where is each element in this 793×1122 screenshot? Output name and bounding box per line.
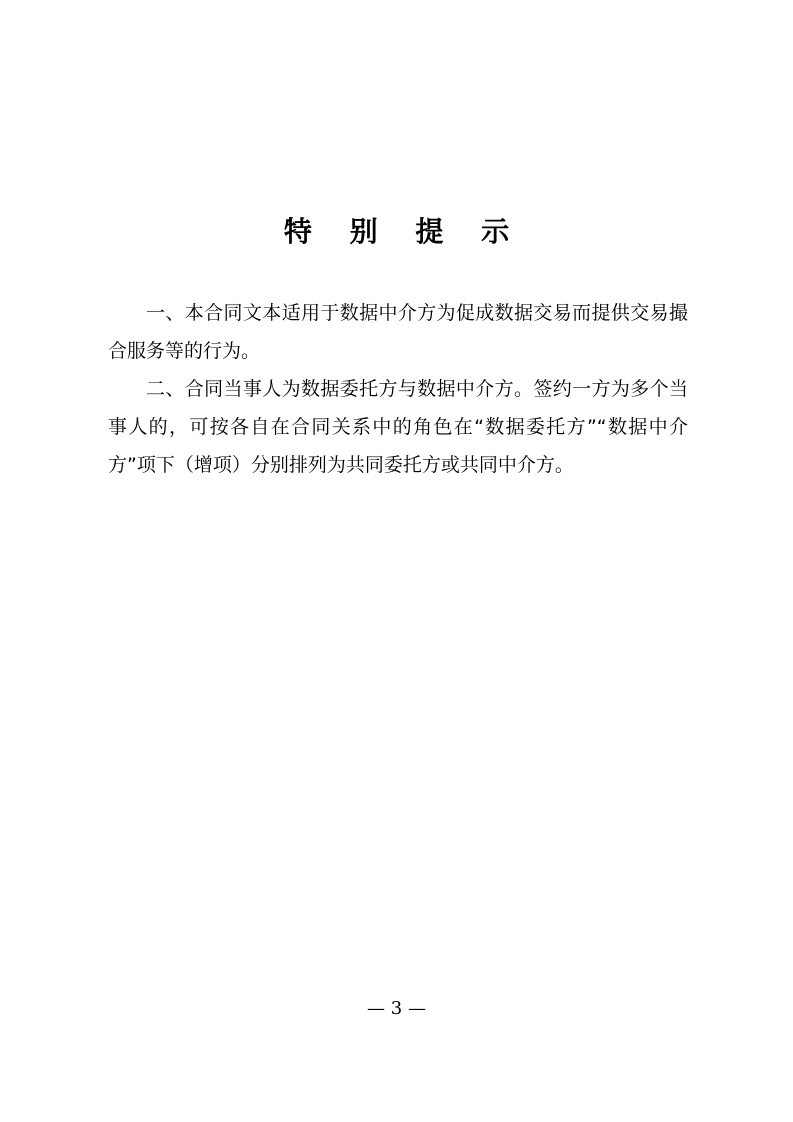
page-number: — 3 — [367,998,426,1019]
page-title: 特 别 提 示 [283,215,524,248]
paragraph-parties: 二、合同当事人为数据委托方与数据中介方。签约一方为多个当事人的，可按各自在合同关系中的角色在“数据委托方”“数据中介方”项下（增项）分别排列为共同委托方或共同中介方。 [108,378,688,476]
paragraph-scope: 一、本合同文本适用于数据中介方为促成数据交易而提供交易撮合服务等的行为。 [108,302,688,362]
document-body [108,294,688,484]
